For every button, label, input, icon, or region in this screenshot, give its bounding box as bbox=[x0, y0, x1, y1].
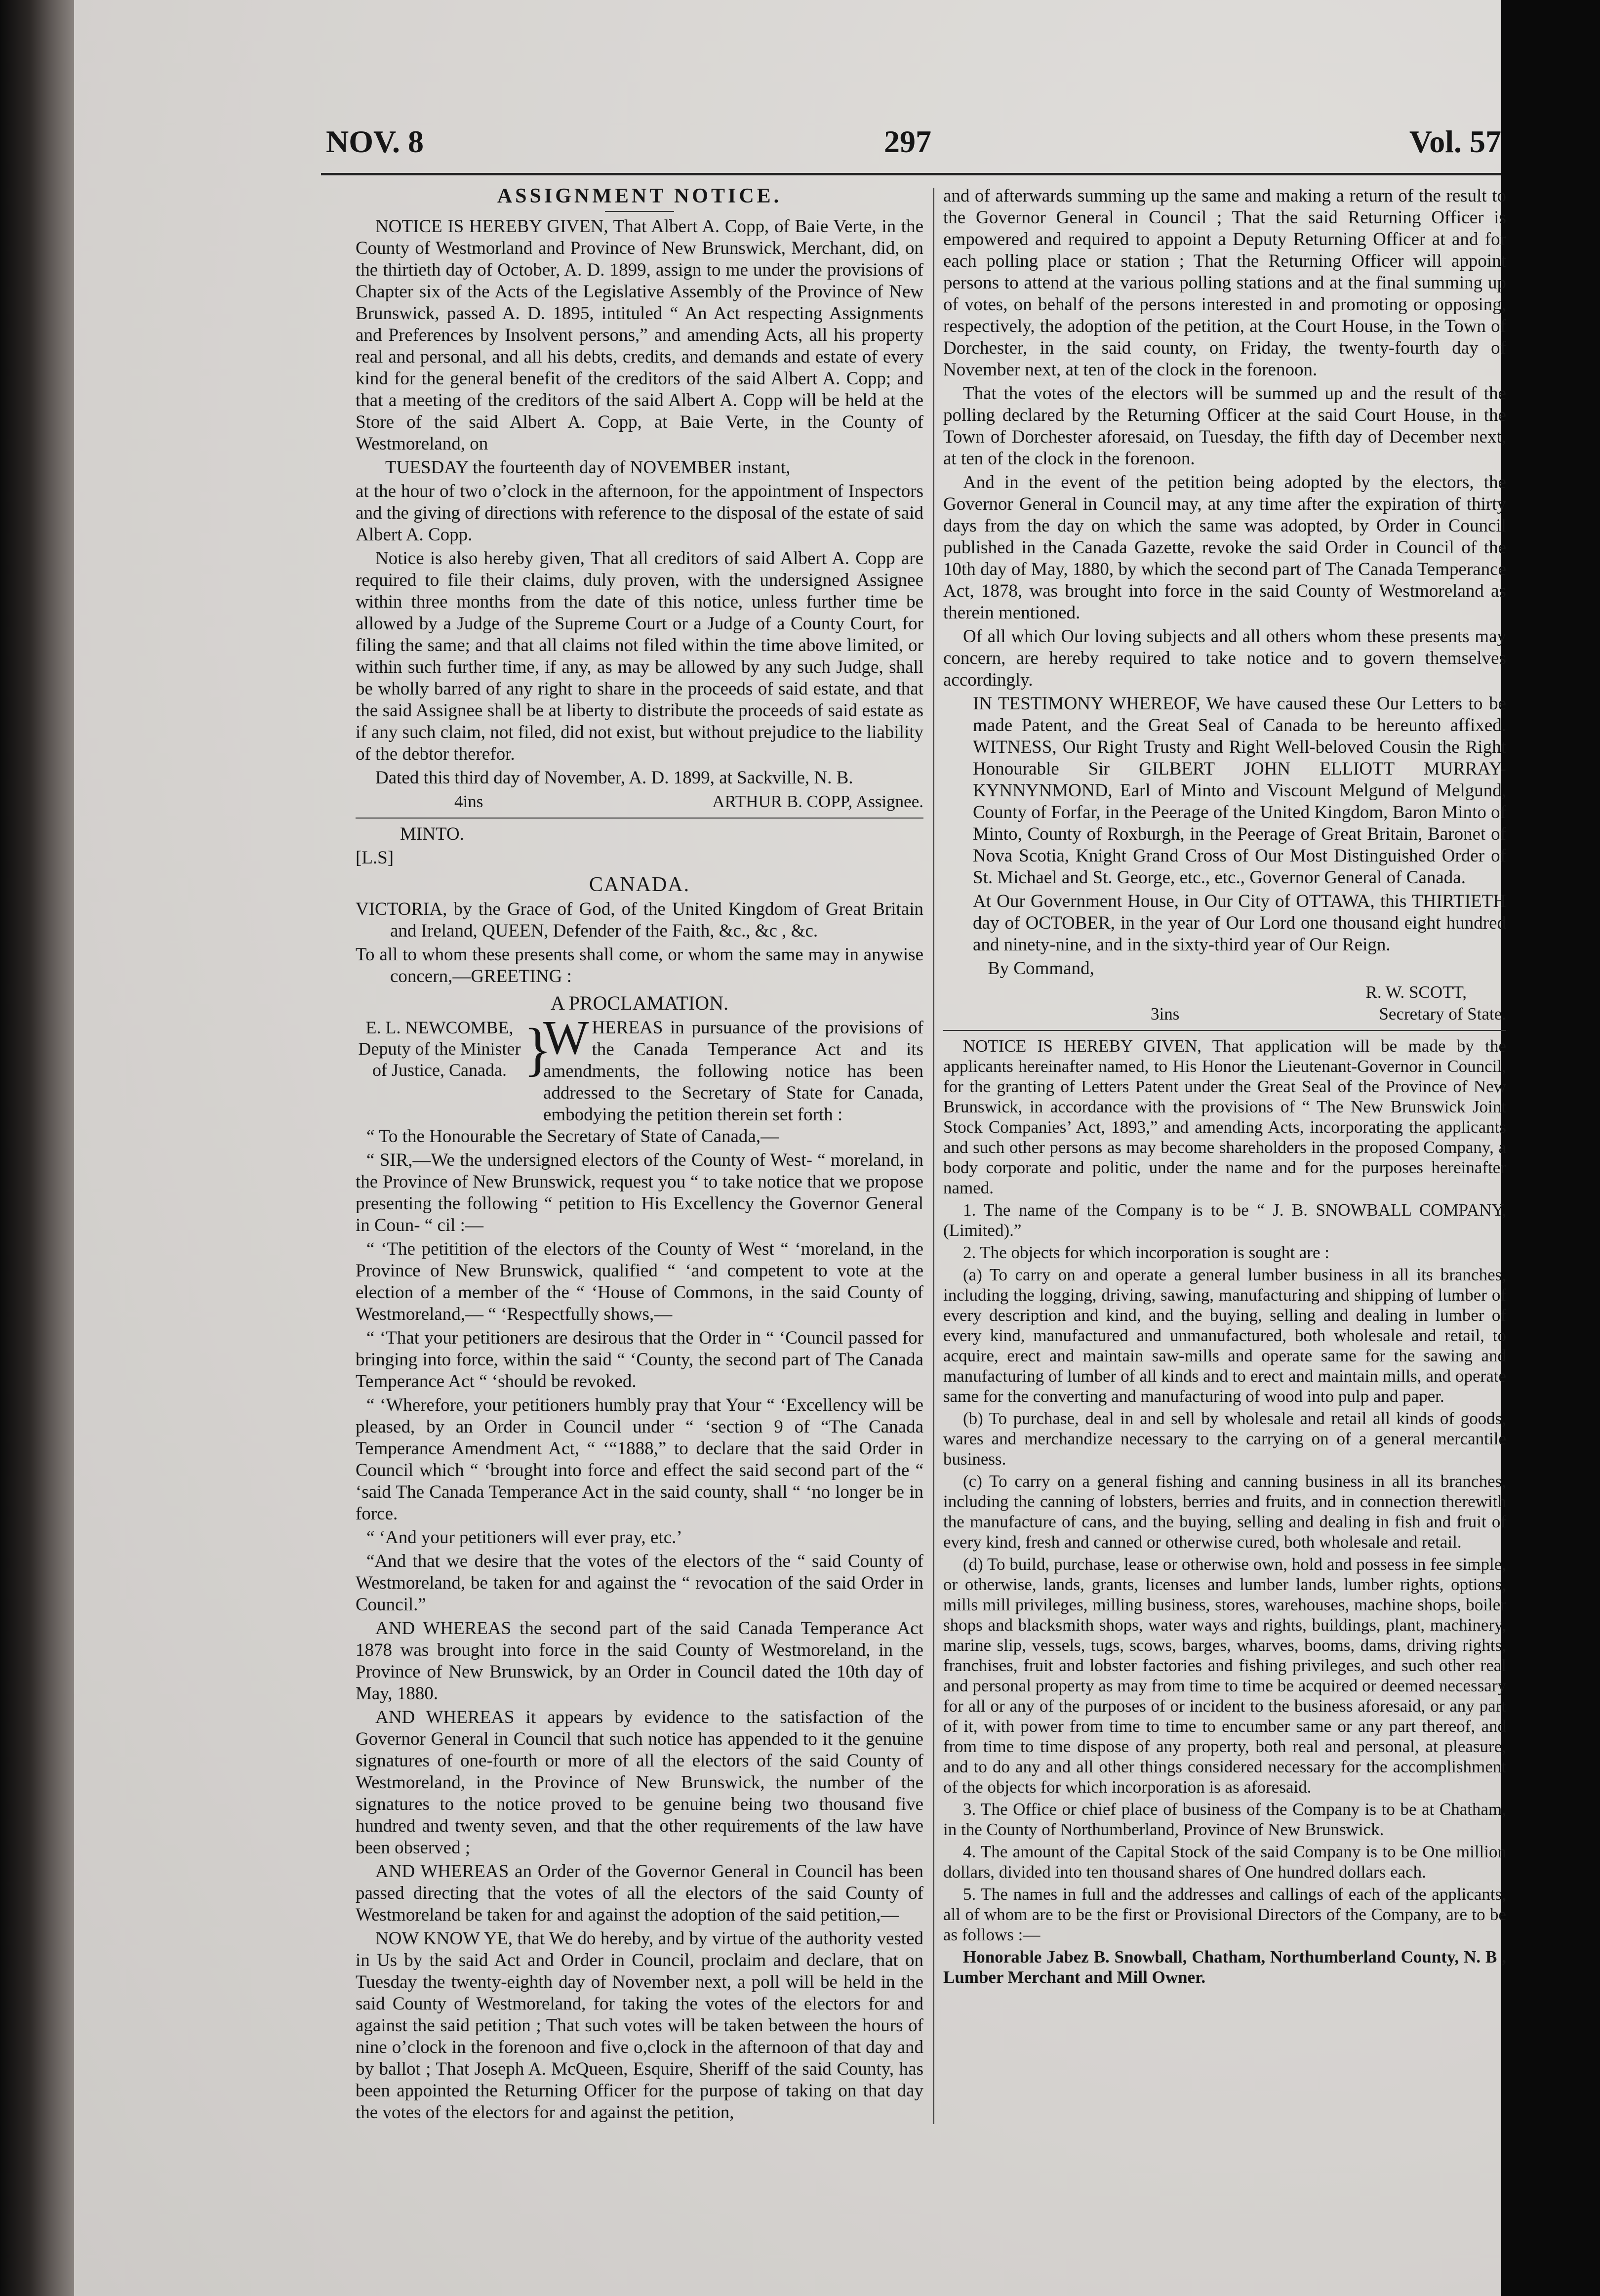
company-applicants-clause: 5. The names in full and the addresses and callings of each of the applicants, all of whom are to be the first or Provisional Directors of the Company, are to be as follows :— bbox=[943, 1885, 1506, 1944]
brace: } bbox=[523, 1016, 552, 1082]
proclamation-continuation: and of afterwards summing up the same and making a return of the result to the Governor General in Council ; That the said Returning Officer is empowered and required to appoint a Deputy Returning Officer at and for each polling place or station ; That the Returning Officer will appoint persons to attend at the various polling stations and at the final summing up of votes, on behalf of the persons interested in and promoting or opposing, respectively, the adoption of the petition, at the Court House, in the Town of Dorchester, in the said county, on Friday, the twenty-fourth day of November next, at ten of the clock in the forenoon. bbox=[943, 186, 1506, 380]
page-header bbox=[326, 123, 1501, 168]
and-whereas-paragraph: AND WHEREAS an Order of the Governor General in Council has been passed directing that the votes of all the electors of the said County of Westmoreland be taken for and against the adoption of the said petition,— bbox=[356, 1861, 923, 1925]
company-objects-clause: 2. The objects for which incorporation is sought are : bbox=[963, 1243, 1329, 1262]
volume-number: Vol. 57 bbox=[1409, 124, 1501, 159]
proclamation-paragraph: That the votes of the electors will be summed up and the result of the polling declared by the Returning Officer at the said Court House, in the Town of Dorchester aforesaid, on Tuesday, the fifth day of December next, at ten of the clock in the forenoon. bbox=[943, 383, 1506, 469]
assignment-dated: Dated this third day of November, A. D. 1899, at Sackville, N. B. bbox=[375, 768, 853, 788]
issue-date: NOV. 8 bbox=[326, 124, 424, 159]
petition-quote: “ ‘The petitition of the electors of the County of West “ ‘moreland, in the Province of New Brunswick, qualified “ ‘and competent to vote at the election of a member of the “ ‘House of Commons, in the said County of Westmoreland,— “ ‘Respectfully shows,— bbox=[356, 1239, 923, 1324]
minto-signature: MINTO. bbox=[400, 824, 464, 844]
canada-heading: CANADA. bbox=[589, 873, 690, 896]
title-rule bbox=[605, 211, 674, 212]
company-object-a: (a) To carry on and operate a general lumber business in all its branches, including the logging, driving, sawing, manufacturing and shipping of lumber of every description and kind, and the buying, selling and dealing in lumber of every kind, manufactured and unmanufactured, both wholesale and retail, to acquire, erect and maintain saw-mills and operate same for the sawing and manufacturing of lumber of all kinds and to erect and maintain mills, and operate same for the converting and manufacturing of wood into pulp and paper. bbox=[943, 1265, 1506, 1406]
and-whereas-paragraph: AND WHEREAS the second part of the said Canada Temperance Act 1878 was brought into force in the said County of Westmoreland, in the Province of New Brunswick, by an Order in Council dated the 10th day of May, 1880. bbox=[356, 1618, 923, 1704]
company-name-clause: 1. The name of the Company is to be “ J. B. SNOWBALL COMPANY, (Limited).” bbox=[943, 1200, 1506, 1240]
petition-quote: “And that we desire that the votes of the electors of the “ said County of Westmoreland, be taken for and against the “ revocation of the said Order in Council.” bbox=[356, 1551, 923, 1615]
now-know-ye-paragraph: NOW KNOW YE, that We do hereby, and by virtue of the authority vested in Us by the said Act and Order in Council, proclaim and declare, that on Tuesday the twenty-eighth day of November next, a poll will be held in the said County of Westmoreland, for taking the votes of the electors for and against the said petition ; That such votes will be taken between the hours of nine o’clock in the forenoon and five o,clock in the afternoon of that day and by ballot ; That Joseph A. McQueen, Esquire, Sheriff of the said County, has been appointed the Returning Officer for the purpose of taking on that day the votes of the electors for and against the petition, bbox=[356, 1928, 923, 2123]
seal-mark: [L.S] bbox=[356, 848, 394, 868]
page-number: 297 bbox=[884, 124, 931, 159]
section-rule bbox=[943, 1030, 1506, 1031]
assignee-name: ARTHUR B. COPP, Assignee. bbox=[712, 792, 923, 811]
and-whereas-paragraph: AND WHEREAS it appears by evidence to the satisfaction of the Governor General in Council that such notice has appended to it the genuine signatures of one-fourth or more of all the electors of the said County of Westmoreland, in the Province of New Brunswick, the number of the signatures to the notice proved to be genuine being two thousand five hundred and twenty seven, and that the other requirements of the law have been observed ; bbox=[356, 1707, 923, 1858]
insertion-count: 4ins bbox=[454, 792, 483, 811]
company-capital-clause: 4. The amount of the Capital Stock of the said Company is to be One million dollars, divided into ten thousand shares of One hundred dollars each. bbox=[943, 1842, 1506, 1882]
company-office-clause: 3. The Office or chief place of business of the Company is to be at Chatham, in the County of Northumberland, Province of New Brunswick. bbox=[943, 1800, 1506, 1839]
company-notice-paragraph: NOTICE IS HEREBY GIVEN, That application will be made by the applicants hereinafter named, to His Honor the Lieutenant-Governor in Council, for the granting of Letters Patent under the Great Seal of the Province of New Brunswick, in accordance with the provisions of “ The New Brunswick Joint Stock Companies’ Act, 1893,” and amending Acts, incorporating the applicants and such other persons as may become shareholders in the proposed Company, a body corporate and politic, under the name and for the purposes hereinafter named. bbox=[943, 1036, 1506, 1197]
proclamation-title: A PROCLAMATION. bbox=[550, 992, 729, 1014]
section-rule bbox=[356, 818, 923, 819]
by-command: By Command, bbox=[988, 958, 1094, 979]
whereas-text-block bbox=[543, 1011, 923, 1126]
petition-quote: “ ‘Wherefore, your petitioners humbly pray that Your “ ‘Excellency will be pleased, by an Order in Council under “ ‘section 9 of “The Canada Temperance Amendment Act, “ ‘“1888,” to declare that the said Order in Council which “ ‘brought into force and effect the said second part of the “ ‘said The Canada Temperance Act in the said county, shall “ ‘no longer be in force. bbox=[356, 1395, 923, 1524]
petition-quote: “ SIR,—We the undersigned electors of the County of West- “ moreland, in the Province of New Brunswick, request you “ to take notice that we propose presenting the following “ petition to His Excellency the Governor General in Coun- “ cil :— bbox=[356, 1150, 923, 1235]
newcombe-attestation: E. L. NEWCOMBE, Deputy of the Minister of Justice, Canada. bbox=[358, 1018, 521, 1080]
secretary-line bbox=[943, 1003, 1506, 1025]
assignment-paragraph: Notice is also hereby given, That all creditors of said Albert A. Copp are required to file their claims, duly proven, with the undersigned Assignee within three months from the date of this notice, unless further time be allowed by a Judge of the Supreme Court or a Judge of a County Court, for filing the same; and that all claims not filed within the time above limited, or within such further time, if any, as may be allowed by any such Judge, shall be wholly barred of any right to share in the proceeds of said estate, and that the said Assignee shall be at liberty to distribute the proceeds of said estate as if any such claim, not filed, did not exist, but without prejudice to the liability of the debtor therefor. bbox=[356, 548, 923, 764]
assignment-notice-title: ASSIGNMENT NOTICE. bbox=[497, 185, 782, 207]
petition-quote: “ ‘And your petitioners will ever pray, etc.’ bbox=[366, 1527, 682, 1548]
secretary-title: Secretary of State. bbox=[1379, 1004, 1506, 1024]
company-object-d: (d) To build, purchase, lease or otherwise own, hold and possess in fee simple, or otherwise, lands, grants, licenses and lumber lands, lumber rights, options, mills mill privileges, milling business, stores, warehouses, machine shops, boiler shops and blacksmith shops, water ways and rights, buildings, plant, machinery, marine slip, vessels, tugs, scows, barges, wharves, booms, dams, driving rights, franchises, fruit and lobster factories and fishing privileges, and such other real and personal property as may from time to time be acquired or deemed necessary for all or any of the purposes of or incident to the business aforesaid, or any part of it, with power from time to time to encumber same or any part thereof, and from time to time dispose of any property, both real and personal, at pleasure, and to do any and all other things considered necessary for the accomplishment of the objects for which incorporation is as aforesaid. bbox=[943, 1555, 1506, 1797]
right-column bbox=[943, 185, 1506, 1989]
assignment-paragraph: NOTICE IS HEREBY GIVEN, That Albert A. Copp, of Baie Verte, in the County of Westmorland and Province of New Brunswick, Merchant, did, on the thirtieth day of October, A. D. 1899, assign to me under the provisions of Chapter six of the Acts of the Legislative Assembly of the Province of New Brunswick, passed A. D. 1895, intituled “ An Act respecting Assignments and Preferences by Insolvent persons,” and amending Acts, all his property real and personal, and all his debts, credits, and demands and estate of every kind for the general benefit of the creditors of the said Albert A. Copp; and that a meeting of the creditors of the said Albert A. Copp will be held at the Store of the said Albert A. Copp, at Baie Verte, in the County of Westmoreland, on bbox=[356, 216, 923, 454]
victoria-paragraph: VICTORIA, by the Grace of God, of the United Kingdom of Great Britain and Ireland, QUEEN, Defender of the Faith, &c., &c , &c. bbox=[356, 899, 923, 941]
insertion-count: 3ins bbox=[1151, 1004, 1180, 1024]
page-edge bbox=[1501, 0, 1551, 2296]
left-column bbox=[356, 185, 923, 2126]
testimony-paragraph: IN TESTIMONY WHEREOF, We have caused these Our Letters to be made Patent, and the Great Seal of Canada to be hereunto affixed. WITNESS, Our Right Trusty and Right Well-beloved Cousin the Right Honourable Sir GILBERT JOHN ELLIOTT MURRAY-KYNNYNMOND, Earl of Minto and Viscount Melgund of Melgund, County of Forfar, in the Peerage of the United Kingdom, Baron Minto of Minto, County of Roxburgh, in the Peerage of Great Britain, Baronet of Nova Scotia, Knight Grand Cross of Our Most Distinguished Order of St. Michael and St. George, etc., etc., Governor General of Canada. bbox=[973, 694, 1506, 888]
petition-quote: “ To the Honourable the Secretary of State of Canada,— bbox=[366, 1126, 779, 1147]
drop-cap: W bbox=[543, 1011, 589, 1065]
header-rule bbox=[321, 173, 1501, 175]
meeting-date: TUESDAY the fourteenth day of NOVEMBER instant, bbox=[385, 457, 791, 478]
whereas-text: HEREAS in pursuance of the provisions of the Canada Temperance Act and its amendments, the following notice has been addressed to the Secretary of State for Canada, embodying the petition therein set forth : bbox=[543, 1018, 923, 1125]
scott-signature bbox=[943, 982, 1506, 1003]
whereas-block bbox=[356, 1011, 923, 1126]
scott-name: R. W. SCOTT, bbox=[1365, 983, 1467, 1002]
book-binding bbox=[0, 0, 74, 2296]
greeting-paragraph: To all to whom these presents shall come, or whom the same may in anywise concern,—GREETING : bbox=[356, 944, 923, 986]
newspaper-page bbox=[74, 0, 1551, 2296]
assignment-paragraph: at the hour of two o’clock in the afternoon, for the appointment of Inspectors and the giving of directions with reference to the disposal of the estate of said Albert A. Copp. bbox=[356, 481, 923, 545]
company-object-c: (c) To carry on a general fishing and canning business in all its branches, including the canning of lobsters, berries and fruits, and in connection therewith the manufacture of cans, and the buying, selling and dealing in fish and fruit of every kind, fresh and canned or otherwise cured, both wholesale and retail. bbox=[943, 1472, 1506, 1552]
column-divider bbox=[933, 188, 934, 2124]
government-house-paragraph: At Our Government House, in Our City of OTTAWA, this THIRTIETH day of OCTOBER, in the year of Our Lord one thousand eight hundred and ninety-nine, and in the sixty-third year of Our Reign. bbox=[973, 891, 1506, 955]
assignment-signature bbox=[356, 791, 923, 813]
petition-quote: “ ‘That your petitioners are desirous that the Order in “ ‘Council passed for bringing into force, within the said “ ‘County, the second part of The Canada Temperance Act “ ‘should be revoked. bbox=[356, 1328, 923, 1392]
company-object-b: (b) To purchase, deal in and sell by wholesale and retail all kinds of goods, wares and merchandize necessary to the carrying on of a general mercantile business. bbox=[943, 1409, 1506, 1469]
company-applicant: Honorable Jabez B. Snowball, Chatham, Northumberland County, N. B , Lumber Merchant and Mill Owner. bbox=[943, 1947, 1506, 1987]
proclamation-paragraph: And in the event of the petition being adopted by the electors, the Governor General in Council may, at any time after the expiration of thirty days from the day on which the same was adopted, by Order in Council published in the Canada Gazette, revoke the said Order in Council of the 10th day of May, 1880, by which the second part of The Canada Temperance Act, 1878, was brought into force in the said County of Westmoreland as therein mentioned. bbox=[943, 472, 1506, 623]
proclamation-paragraph: Of all which Our loving subjects and all others whom these presents may concern, are hereby required to take notice and to govern themselves accordingly. bbox=[943, 626, 1506, 690]
